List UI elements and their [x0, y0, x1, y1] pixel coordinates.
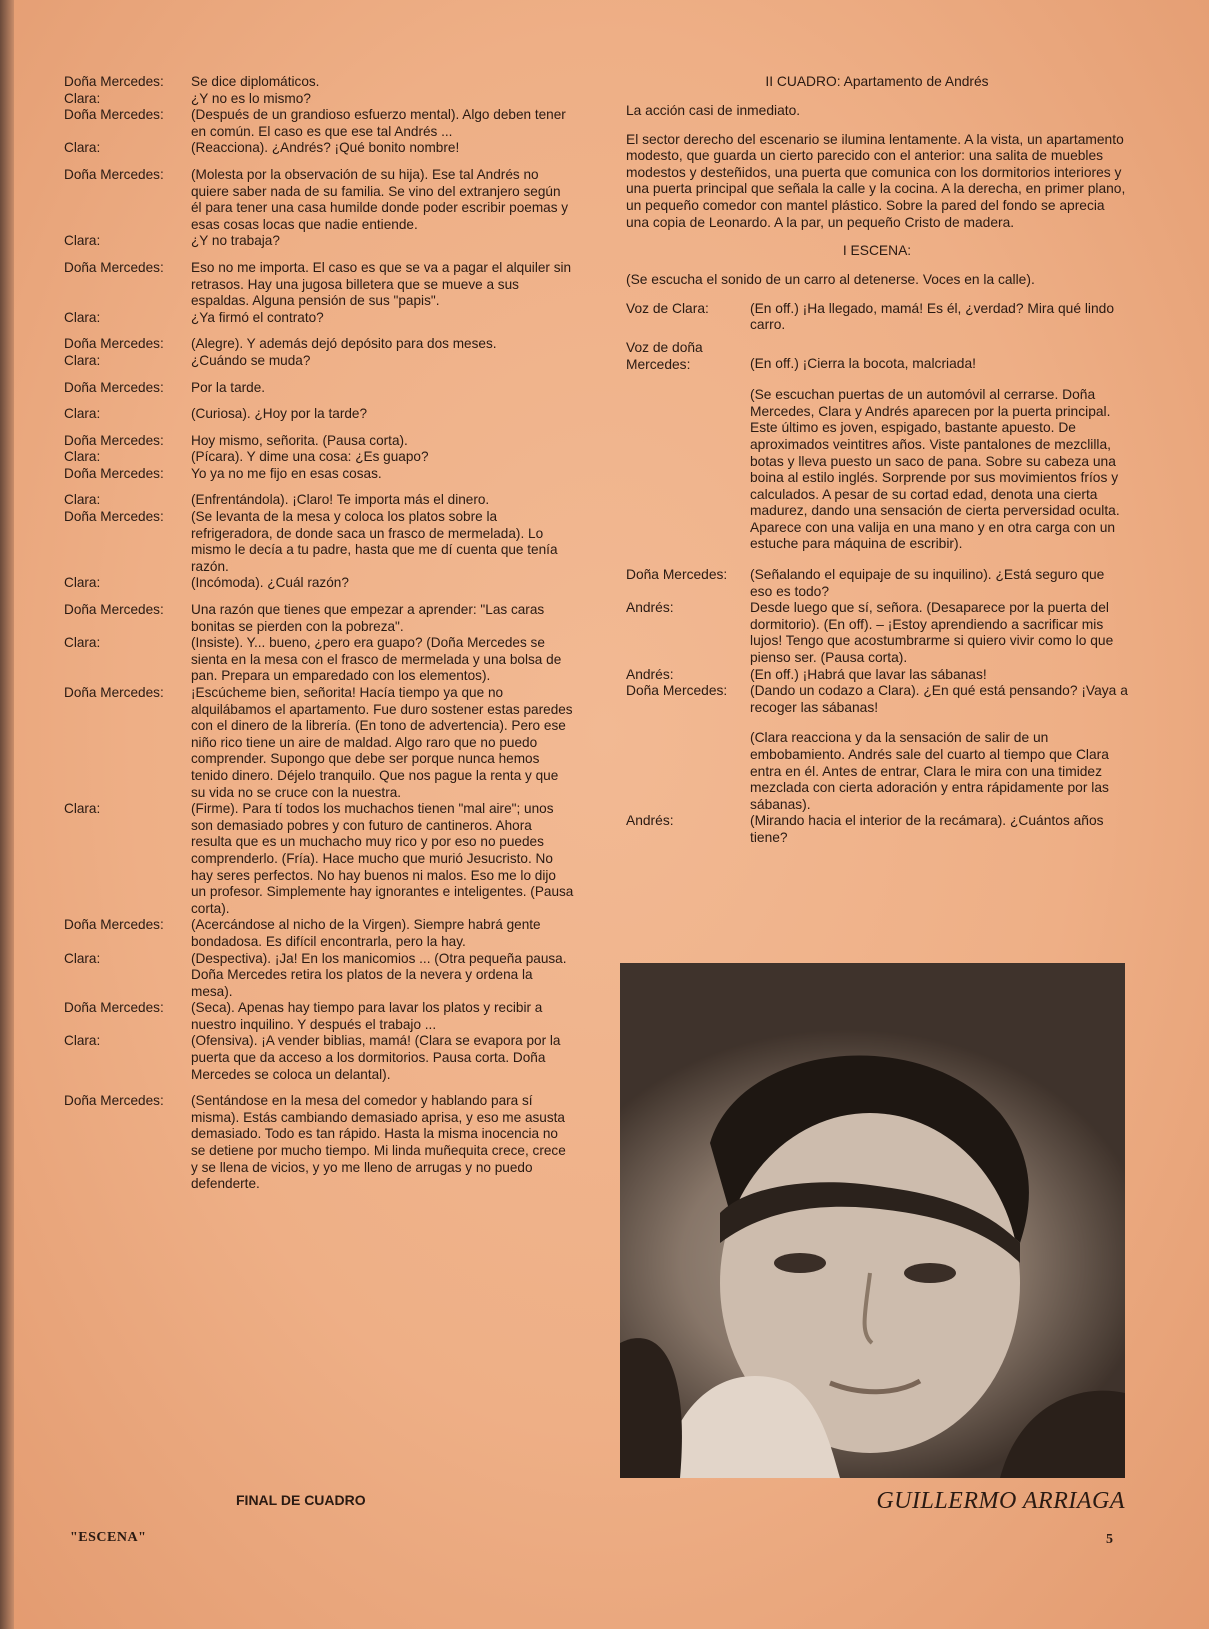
dialogue-line: [64, 260, 574, 310]
line-text: (Molesta por la observación de su hija). Ese tal Andrés no quiere saber nada de su familia. Se vino del extranjero según él para tener una casa humilde donde poder escribir poemas y esas cosas locas que nadie entiende.: [191, 166, 569, 232]
page-edge-shadow: [0, 0, 14, 1629]
speaker: Andrés:: [626, 600, 674, 616]
line-text: (Reacciona). ¿Andrés? ¡Qué bonito nombre!: [191, 140, 460, 156]
line-text: (Dando un codazo a Clara). ¿En qué está pensando? ¡Vaya a recoger las sábanas!: [750, 683, 1128, 715]
dialogue-line: [64, 801, 574, 917]
speaker: Clara:: [64, 449, 101, 465]
speaker: Andrés:: [626, 813, 674, 829]
dialogue-line: [64, 917, 574, 950]
speaker: Clara:: [64, 801, 101, 817]
scene-heading: I ESCENA:: [842, 243, 912, 259]
cuadro-heading: II CUADRO: Apartamento de Andrés: [765, 74, 989, 89]
speaker: Doña Mercedes:: [64, 432, 164, 448]
dialogue-line: [64, 167, 574, 233]
speaker: Clara:: [64, 140, 101, 156]
dialogue-line: [64, 406, 574, 423]
dialogue-line: [64, 449, 574, 466]
line-text: (Insiste). Y... bueno, ¿pero era guapo? (Doña Mercedes se sienta en la mesa con el frasco de mermelada y una bolsa de pan. Prepara un emparedado con los elementos).: [191, 635, 562, 684]
line-text: (Sentándose en la mesa del comedor y hablando para sí misma). Estás cambiando demasiado aprisa, y eso me asusta demasiado. Todo es tan rápido. Hasta la misma inocencia no se detiene por mucho tiempo. Mi linda muñequita crece, crece y se llena de vicios, y yo me lleno de arrugas y no puedo defenderte.: [191, 1093, 566, 1192]
final-de-cuadro: FINAL DE CUADRO: [236, 1492, 366, 1508]
speaker: Doña Mercedes:: [626, 683, 728, 699]
dialogue-line: [626, 600, 1128, 666]
line-text: (En off.) ¡Ha llegado, mamá! Es él, ¿verdad? Mira qué lindo carro.: [750, 300, 1115, 333]
dialogue-line: [64, 635, 574, 685]
line-text: Desde luego que sí, señora. (Desaparece por la puerta del dormitorio). (En off). – ¡Estoy aprendiendo a sacrificar mis lujos! Tengo que acostumbrarme si quiero vivir como lo que pienso ser. (Pausa corta).: [750, 600, 1114, 666]
dialogue-line: [626, 340, 1128, 373]
line-text: (Curiosa). ¿Hoy por la tarde?: [191, 406, 368, 422]
line-text: ¿Y no trabaja?: [191, 233, 280, 249]
speaker: Clara:: [64, 1033, 101, 1049]
dialogue-line: [64, 602, 574, 635]
speaker: Doña Mercedes:: [64, 509, 164, 525]
speaker: Doña Mercedes:: [64, 1000, 164, 1016]
line-text: (Acercándose al nicho de la Virgen). Siempre habrá gente bondadosa. Es difícil encontrarla, pero la hay.: [191, 917, 541, 949]
dialogue-line: [64, 310, 574, 327]
line-text: Se dice diplomáticos.: [191, 74, 320, 89]
speaker: Doña Mercedes:: [64, 166, 164, 182]
dialogue-line: [64, 1000, 574, 1033]
dialogue-line: [626, 813, 1128, 846]
dialogue-line: [64, 951, 574, 1001]
line-text: Por la tarde.: [191, 379, 266, 395]
speaker: Doña Mercedes:: [64, 1093, 164, 1109]
dialogue-line: [64, 492, 574, 509]
dialogue-line: [64, 575, 574, 592]
dialogue-line: [64, 1093, 574, 1193]
speaker: Clara:: [64, 406, 101, 422]
line-text: (Enfrentándola). ¡Claro! Te importa más el dinero.: [191, 492, 490, 508]
dialogue-line: [64, 74, 574, 91]
speaker: Clara:: [64, 309, 101, 325]
speaker: Clara:: [64, 492, 101, 508]
dialogue-line: [64, 140, 574, 157]
speaker: Doña Mercedes:: [64, 602, 164, 618]
dialogue-line: [64, 336, 574, 353]
left-dialogue-column: [64, 74, 574, 1193]
line-text: (Incómoda). ¿Cuál razón?: [191, 575, 349, 591]
speaker: Doña Mercedes:: [64, 336, 164, 352]
dialogue-line: [64, 509, 574, 575]
dialogue-line: [64, 433, 574, 450]
line-text: (Despectiva). ¡Ja! En los manicomios ... (Otra pequeña pausa. Doña Mercedes retira los platos de la nevera y ordena la mesa).: [191, 950, 567, 999]
scene-intro: (Se escucha el sonido de un carro al detenerse. Voces en la calle).: [626, 272, 1035, 288]
line-text: (Seca). Apenas hay tiempo para lavar los platos y recibir a nuestro inquilino. Y después el trabajo ...: [191, 1000, 543, 1032]
line-text: (En off.) ¡Habrá que lavar las sábanas!: [750, 666, 987, 682]
line-text: (Se levanta de la mesa y coloca los platos sobre la refrigeradora, de donde saca un frasco de mermelada). Lo mismo le decía a tu padre, hasta que me dí cuenta que tenía razón.: [191, 509, 558, 574]
line-text: (Señalando el equipaje de su inquilino). ¿Está seguro que eso es todo?: [750, 567, 1105, 599]
speaker: [626, 340, 750, 373]
dialogue-line: [64, 466, 574, 483]
magazine-footer: "ESCENA": [70, 1530, 147, 1545]
speaker: Doña Mercedes:: [64, 259, 164, 275]
line-text: (Mirando hacia el interior de la recámara). ¿Cuántos años tiene?: [750, 813, 1104, 845]
line-text: (Pícara). Y dime una cosa: ¿Es guapo?: [191, 449, 429, 465]
speaker: Clara:: [64, 575, 101, 591]
speaker-part: Mercedes:: [626, 356, 691, 372]
speaker: Doña Mercedes:: [64, 74, 164, 89]
stage-direction: (Clara reacciona y da la sensación de salir de un embobamiento. Andrés sale del cuarto al tiempo que Clara entra en él. Antes de entrar, Clara le mira con una timidez mezclada con cierta adoración y entra rápidamente por las sábanas).: [750, 730, 1109, 812]
right-dialogue-column: [626, 74, 1128, 847]
speaker: Andrés:: [626, 666, 674, 682]
line-text: (Ofensiva). ¡A vender biblias, mamá! (Clara se evapora por la puerta que da acceso a los dormitorios. Pausa corta. Doña Mercedes se coloca un delantal).: [191, 1033, 561, 1082]
speaker-part: Voz de doña: [626, 339, 703, 355]
speaker: Clara:: [64, 233, 101, 249]
speaker: Doña Mercedes:: [64, 379, 164, 395]
speaker: Voz de Clara:: [626, 300, 709, 316]
line-text: Hoy mismo, señorita. (Pausa corta).: [191, 432, 408, 448]
line-text: ¿Cuándo se muda?: [191, 352, 311, 368]
line-text: ¿Y no es lo mismo?: [191, 90, 311, 106]
speaker: Clara:: [64, 90, 101, 106]
dialogue-line: [626, 567, 1128, 600]
speaker: Clara:: [64, 950, 101, 966]
speaker: Clara:: [64, 635, 101, 651]
dialogue-line: [64, 91, 574, 108]
dialogue-line: [64, 380, 574, 397]
line-text: Yo ya no me fijo en esas cosas.: [191, 465, 382, 481]
intro-text: La acción casi de inmediato.: [626, 103, 801, 118]
line-text: ¿Ya firmó el contrato?: [191, 309, 324, 325]
dialogue-line: [626, 667, 1128, 684]
page-number: 5: [1106, 1532, 1113, 1547]
author-portrait-photo: [620, 963, 1125, 1478]
dialogue-line: [64, 685, 574, 801]
speaker: Doña Mercedes:: [626, 567, 728, 583]
line-text: (En off.) ¡Cierra la bocota, malcriada!: [750, 355, 976, 371]
dialogue-line: [626, 301, 1128, 334]
line-text: (Después de un grandioso esfuerzo mental). Algo deben tener en común. El caso es que ese tal Andrés ...: [191, 107, 566, 139]
line-text: Eso no me importa. El caso es que se va a pagar el alquiler sin retrasos. Hay una jugosa billetera que se mueve a sus espaldas. Alguna pensión de sus "papis".: [191, 259, 572, 309]
set-description: El sector derecho del escenario se ilumina lentamente. A la vista, un apartamento modesto, que guarda un cierto parecido con el anterior: una salita de muebles modestos y desteñidos, una puerta que comunica con los dormitorios interiores y una puerta principal que señala la calle y la cocina. A la derecha, en primer plano, un pequeño comedor con mantel plástico. Sobre la pared del fondo se aprecia una copia de Leonardo. A la par, un pequeño Cristo de madera.: [626, 131, 1126, 230]
dialogue-line: [626, 683, 1128, 716]
line-text: (Alegre). Y además dejó depósito para dos meses.: [191, 336, 497, 352]
dialogue-line: [64, 107, 574, 140]
dialogue-line: [64, 353, 574, 370]
stage-direction: (Se escuchan puertas de un automóvil al cerrarse. Doña Mercedes, Clara y Andrés aparecen por la puerta principal. Este último es joven, espigado, bastante apuesto. De aproximados veintitres años. Viste pantalones de mezclilla, botas y lleva puesto un saco de pana. Sobre su cabeza una boina al estilo inglés. Sorprende por sus movimientos fríos y calculados. A pesar de su cortad edad, denota una cierta madurez, dando una sensación de cierta perversidad oculta. Aparece con una valija en una mano y en otra carga con un estuche para máquina de escribir).: [750, 387, 1120, 552]
line-text: (Firme). Para tí todos los muchachos tienen "mal aire"; unos son demasiado pobres y con futuro de cantineros. Ahora resulta que es un muchacho muy rico y por eso no puedes comprenderlo. (Fría). Hace mucho que murió Jesucristo. No hay seres perfectos. No hay buenos ni malos. Eso me lo dijo un profesor. Simplemente hay ignorantes e inteligentes. (Pausa corta).: [191, 801, 574, 916]
speaker: Doña Mercedes:: [64, 107, 164, 123]
line-text: ¡Escúcheme bien, señorita! Hacía tiempo ya que no alquilábamos el apartamento. Fue duro sostener estas paredes con el dinero de la librería. (En tono de advertencia). Pero ese niño rico tiene un aire de maldad. Algo raro que no puedo comprender. Supongo que debe ser porque nunca hemos tenido dinero. Déjelo tranquilo. Que nos pague la renta y que su vida no se cruce con la nuestra.: [191, 685, 573, 800]
portrait-illustration: [620, 963, 1125, 1478]
speaker: Clara:: [64, 352, 101, 368]
speaker: Doña Mercedes:: [64, 465, 164, 481]
author-signature: GUILLERMO ARRIAGA: [876, 1488, 1125, 1514]
dialogue-line: [64, 1033, 574, 1083]
speaker: Doña Mercedes:: [64, 685, 164, 700]
dialogue-line: [64, 233, 574, 250]
line-text: Una razón que tienes que empezar a aprender: "Las caras bonitas se pierden con la pobreza".: [191, 602, 545, 634]
speaker: Doña Mercedes:: [64, 917, 164, 933]
